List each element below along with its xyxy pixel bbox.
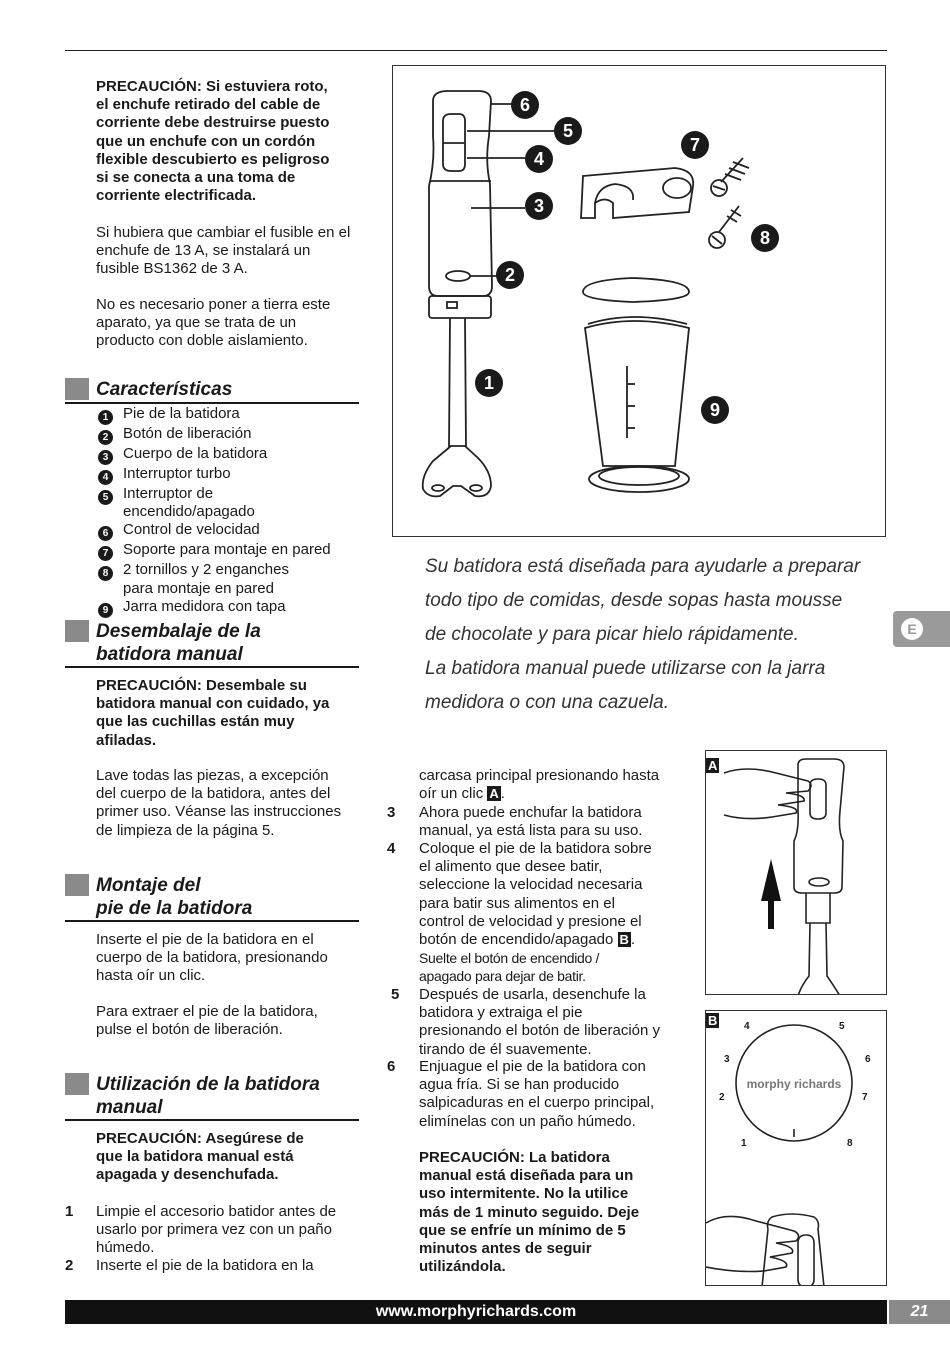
number-badge: 2	[98, 430, 113, 445]
step-6	[419, 1058, 654, 1131]
line: todo tipo de comidas, desde sopas hasta mousse	[425, 590, 843, 611]
line: fusible BS1362 de 3 A.	[96, 260, 248, 278]
line: hasta oír un clic.	[96, 967, 206, 985]
page-number: 21	[889, 1300, 950, 1324]
callout-5: 5	[554, 117, 582, 145]
line: del cuerpo de la batidora, antes del	[96, 785, 331, 803]
unpack-text	[96, 767, 341, 840]
step-number: 5	[391, 986, 400, 1003]
line: carcasa principal presionando hasta	[419, 767, 660, 784]
dial-number: 3	[724, 1054, 730, 1065]
line: salpicaduras en el cuerpo principal,	[419, 1094, 655, 1112]
dial-number: 2	[719, 1092, 725, 1103]
fuse-text	[96, 224, 350, 279]
diagram-drawing	[393, 66, 887, 538]
dial-number: 8	[847, 1138, 853, 1149]
number-badge: 6	[98, 526, 113, 541]
callout-7: 7	[681, 131, 709, 159]
line: PRECAUCIÓN: Desembale su	[96, 677, 307, 694]
number-badge: 5	[98, 490, 113, 505]
product-diagram	[392, 65, 886, 537]
line: PRECAUCIÓN: Asegúrese de	[96, 1130, 304, 1147]
line: aparato, ya que se trata de un	[96, 314, 297, 332]
usage-caution	[96, 1130, 304, 1185]
line: Enjuague el pie de la batidora con	[419, 1058, 646, 1075]
usage-heading	[65, 1073, 359, 1121]
line: minutos antes de seguir	[419, 1240, 592, 1258]
line: Limpie el accesorio batidor antes de	[96, 1203, 337, 1220]
feature-label: Jarra medidora con tapa	[123, 597, 286, 615]
title-line: Utilización de la batidora	[96, 1074, 320, 1095]
heading-square	[65, 874, 89, 896]
title-line: pie de la batidora	[96, 898, 253, 919]
title-line: Desembalaje de la	[96, 621, 261, 642]
assembly-text-1	[96, 931, 328, 986]
line-text: oír un clic	[419, 785, 484, 803]
label-line: encendido/apagado	[123, 503, 255, 521]
figure-a-ref: A	[489, 786, 499, 802]
line: afiladas.	[96, 731, 157, 749]
callout-2: 2	[496, 261, 524, 289]
line: presionando el botón de liberación y	[419, 1022, 661, 1040]
line: que las cuchillas están muy	[96, 713, 295, 731]
step-3	[419, 804, 642, 840]
ground-text	[96, 296, 330, 351]
line: apagada y desenchufada.	[96, 1166, 279, 1184]
line: Ahora puede enchufar la batidora	[419, 804, 642, 821]
number-badge: 9	[98, 603, 113, 618]
callout-1: 1	[475, 369, 503, 397]
figure-a	[705, 750, 887, 995]
line: primer uso. Véanse las instrucciones	[96, 803, 342, 821]
feature-label: Soporte para montaje en pared	[123, 541, 331, 559]
line: utilizándola.	[419, 1258, 506, 1276]
feature-label: Cuerpo de la batidora	[123, 445, 268, 462]
unpack-title	[96, 620, 261, 666]
feature-label: Botón de liberación	[123, 425, 252, 442]
usage-title	[96, 1073, 320, 1119]
footer-url[interactable]: www.morphyrichards.com	[65, 1300, 887, 1324]
line: corriente debe destruirse puesto	[96, 114, 330, 132]
unpack-heading	[65, 620, 359, 668]
dial-number: 4	[744, 1021, 750, 1032]
line: agua fría. Si se han producido	[419, 1076, 620, 1094]
list-item	[98, 541, 331, 561]
line: seleccione la velocidad necesaria	[419, 876, 643, 894]
heading-square	[65, 1073, 89, 1095]
label-line: Interruptor de	[123, 485, 214, 502]
unpack-caution	[96, 677, 329, 750]
step-5	[419, 986, 660, 1059]
line: el enchufe retirado del cable de	[96, 96, 321, 114]
line: PRECAUCIÓN: Si estuviera roto,	[96, 78, 328, 95]
list-item	[98, 405, 331, 425]
line: producto con doble aislamiento.	[96, 332, 308, 350]
figure-a-label: A	[708, 758, 718, 773]
line: flexible descubierto es peligroso	[96, 150, 330, 168]
features-title: Características	[96, 379, 233, 400]
line: Suelte el botón de encendido /	[419, 950, 600, 967]
callout-9: 9	[701, 396, 729, 424]
line: Coloque el pie de la batidora sobre	[419, 840, 652, 857]
features-list	[98, 405, 331, 618]
dial-number: 7	[862, 1092, 868, 1103]
line: medidora o con una cazuela.	[425, 692, 669, 713]
line: corriente electrificada.	[96, 187, 257, 205]
line: húmedo.	[96, 1239, 155, 1257]
list-item	[98, 561, 331, 597]
list-item	[98, 521, 331, 541]
line: más de 1 minuto seguido. Deje	[419, 1203, 640, 1221]
line: de limpieza de la página 5.	[96, 821, 275, 839]
list-item	[98, 425, 331, 445]
line: pulse el botón de liberación.	[96, 1021, 283, 1039]
list-item	[98, 445, 331, 465]
line: para batir sus alimentos en el	[419, 894, 615, 912]
line: que un enchufe con un cordón	[96, 132, 316, 150]
line: batidora manual con cuidado, ya	[96, 695, 330, 713]
number-badge: 3	[98, 450, 113, 465]
line: botón de encendido/apagado B .	[419, 931, 636, 949]
line: Después de usarla, desenchufe la	[419, 986, 646, 1003]
figure-b-label: B	[708, 1013, 718, 1028]
label-line: para montaje en pared	[123, 579, 274, 597]
line: que se enfríe un mínimo de 5	[419, 1221, 626, 1239]
language-tab-label: E	[901, 618, 923, 640]
line: control de velocidad y presione el	[419, 912, 642, 930]
line: si se conecta a una toma de	[96, 169, 296, 187]
title-line: Montaje del	[96, 875, 201, 896]
line: manual está diseñada para un	[419, 1167, 634, 1185]
line: cuerpo de la batidora, presionando	[96, 949, 328, 967]
callout-4: 4	[525, 145, 553, 173]
line-text: botón de encendido/apagado	[419, 931, 614, 949]
step-number: 2	[65, 1257, 74, 1274]
top-rule	[65, 50, 887, 51]
line: de chocolate y para picar hielo rápidamente.	[425, 624, 799, 645]
caution-plug	[96, 78, 329, 205]
callout-8: 8	[751, 224, 779, 252]
step-number: 4	[387, 840, 396, 857]
step-number: 1	[65, 1203, 74, 1220]
title-line: manual	[96, 1097, 163, 1118]
line: tirando de él suavemente.	[419, 1040, 592, 1058]
feature-label	[123, 485, 255, 521]
dial-number: 5	[839, 1021, 845, 1032]
assembly-text-2	[96, 1003, 318, 1039]
assembly-heading	[65, 874, 359, 922]
line: apagado para dejar de batir.	[419, 968, 586, 985]
line: Si hubiera que cambiar el fusible en el	[96, 224, 351, 241]
assembly-title	[96, 874, 252, 920]
feature-label	[123, 561, 289, 597]
line: Su batidora está diseñada para ayudarle a preparar	[425, 556, 861, 577]
line: usarlo por primera vez con un paño	[96, 1221, 332, 1239]
intro-text	[425, 550, 895, 720]
features-heading	[65, 378, 359, 404]
step-1	[96, 1203, 336, 1258]
number-badge: 8	[98, 566, 113, 581]
line: elimínelas con un paño húmedo.	[419, 1112, 636, 1130]
heading-square	[65, 378, 89, 400]
figure-b	[705, 1010, 887, 1286]
list-item	[98, 485, 331, 521]
line: enchufe de 13 A, se instalará un	[96, 242, 311, 260]
feature-label: Control de velocidad	[123, 521, 260, 539]
step-2: Inserte el pie de la batidora en la	[96, 1257, 314, 1274]
number-badge: 7	[98, 546, 113, 561]
step-4	[419, 840, 652, 986]
list-item	[98, 465, 331, 485]
step-number: 6	[387, 1058, 396, 1075]
figure-b-ref: B	[619, 932, 629, 948]
brand-logo: morphy richards	[746, 1077, 842, 1091]
line: No es necesario poner a tierra este	[96, 296, 331, 313]
callout-3: 3	[525, 192, 553, 220]
callout-6: 6	[511, 91, 539, 119]
label-line: 2 tornillos y 2 enganches	[123, 561, 289, 579]
language-tab	[893, 611, 950, 647]
feature-label: Pie de la batidora	[123, 405, 240, 422]
list-item	[98, 598, 331, 618]
title-line: batidora manual	[96, 644, 243, 665]
usage-caution-2	[419, 1149, 639, 1276]
heading-square	[65, 620, 89, 642]
figure-a-drawing	[706, 751, 887, 995]
number-badge: 4	[98, 470, 113, 485]
line: La batidora manual puede utilizarse con la jarra	[425, 658, 826, 679]
line: Lave todas las piezas, a excepción	[96, 767, 329, 784]
line: el alimento que desee batir,	[419, 858, 603, 876]
line: Inserte el pie de la batidora en el	[96, 931, 314, 948]
dial-number: 6	[865, 1054, 871, 1065]
line: manual, ya está lista para su uso.	[419, 822, 643, 840]
line: batidora y extraiga el pie	[419, 1004, 583, 1022]
figure-b-drawing	[706, 1011, 887, 1286]
line: Para extraer el pie de la batidora,	[96, 1003, 318, 1020]
dial-number: 1	[741, 1138, 747, 1149]
number-badge: 1	[98, 410, 113, 425]
line: uso intermitente. No la utilice	[419, 1185, 629, 1203]
line: oír un clic A .	[419, 785, 505, 803]
line: que la batidora manual está	[96, 1148, 294, 1166]
line: PRECAUCIÓN: La batidora	[419, 1149, 610, 1166]
step-number: 3	[387, 804, 396, 821]
feature-label: Interruptor turbo	[123, 465, 231, 482]
step-2-continued	[419, 767, 659, 803]
